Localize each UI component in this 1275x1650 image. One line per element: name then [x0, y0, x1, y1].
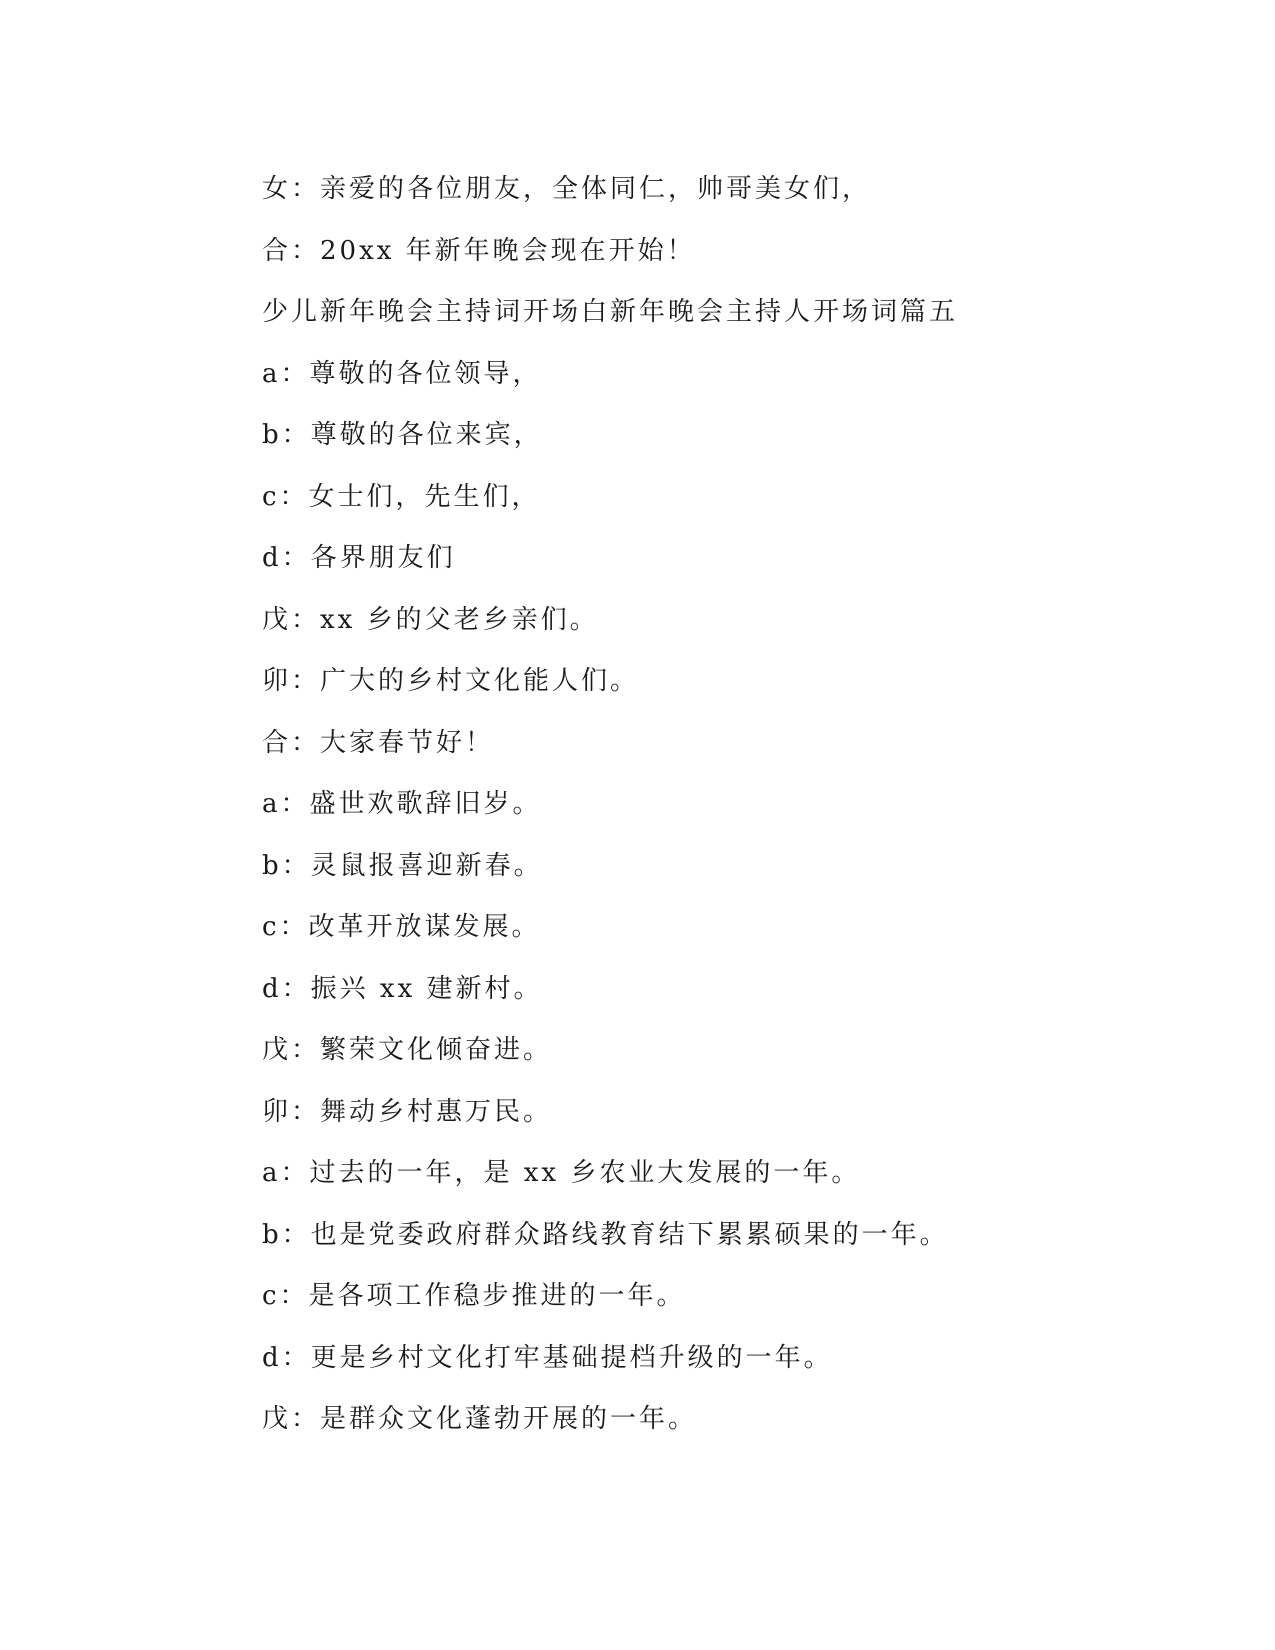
- text-line: 戊：xx 乡的父老乡亲们。: [262, 604, 599, 635]
- text-line: 卯：广大的乡村文化能人们。: [262, 666, 640, 696]
- section-heading: 少儿新年晚会主持词开场白新年晚会主持人开场词篇五: [262, 297, 959, 327]
- text-line: b：也是党委政府群众路线教育结下累累硕果的一年。: [262, 1219, 949, 1250]
- text-line: 合：20xx 年新年晚会现在开始！: [262, 235, 696, 266]
- text-line: a：盛世欢歌辞旧岁。: [262, 789, 542, 819]
- text-line: 女：亲爱的各位朋友，全体同仁，帅哥美女们，: [262, 174, 872, 204]
- text-line: 戊：繁荣文化倾奋进。: [262, 1035, 553, 1065]
- text-line: c：改革开放谋发展。: [262, 912, 541, 942]
- text-line: 戊：是群众文化蓬勃开展的一年。: [262, 1404, 698, 1434]
- text-line: c：女士们，先生们，: [262, 481, 541, 512]
- text-line: d：更是乡村文化打牢基础提档升级的一年。: [262, 1342, 833, 1373]
- text-line: c：是各项工作稳步推进的一年。: [262, 1281, 686, 1311]
- text-line: a：过去的一年，是 xx 乡农业大发展的一年。: [262, 1158, 861, 1188]
- text-line: a：尊敬的各位领导，: [262, 358, 542, 389]
- text-line: 合：大家春节好！: [262, 727, 495, 758]
- text-line: d：各界朋友们: [262, 543, 456, 573]
- text-line: 卯：舞动乡村惠万民。: [262, 1096, 553, 1127]
- document-body: [262, 170, 1022, 1462]
- text-line: b：尊敬的各位来宾，: [262, 420, 543, 450]
- text-line: b：灵鼠报喜迎新春。: [262, 850, 543, 881]
- text-line: d：振兴 xx 建新村。: [262, 973, 543, 1004]
